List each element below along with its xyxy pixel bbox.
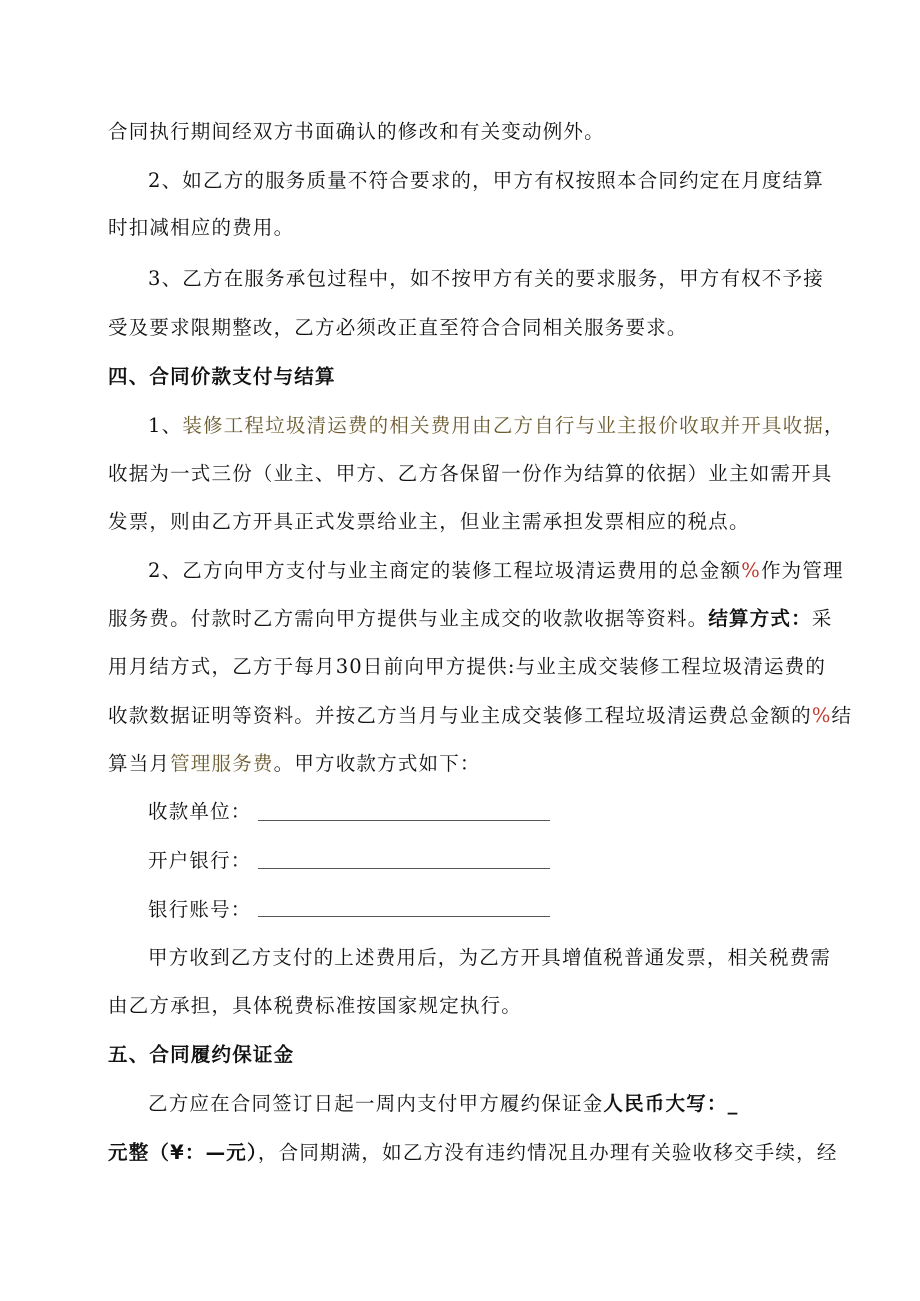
deposit-line-1: 乙方应在合同签订日起一周内支付甲方履约保证金人民币大写：_ (148, 1092, 739, 1115)
payment-clause-2-line-4: 收款数据证明等资料。并按乙方当月与业主成交装修工程垃圾清运费总金额的%结 (108, 704, 853, 727)
clause-3-line-1: 3、乙方在服务承包过程中，如不按甲方有关的要求服务，甲方有权不予接 (148, 267, 825, 290)
section-heading-4: 四、合同价款支付与结算 (108, 365, 336, 388)
invoice-line-1: 甲方收到乙方支付的上述费用后，为乙方开具增值税普通发票，相关税费需 (148, 946, 832, 969)
clause-3-line-2: 受及要求限期整改，乙方必须改正直至符合合同相关服务要求。 (108, 316, 688, 339)
account-label: 银行账号： (148, 898, 252, 921)
clause-2-line-2: 时扣减相应的费用。 (108, 216, 295, 239)
bank-blank-line (258, 868, 550, 869)
payment-clause-2-line-5: 算当月管理服务费。甲方收款方式如下： (108, 752, 481, 775)
payee-label: 收款单位： (148, 800, 252, 823)
paragraph-line: 合同执行期间经双方书面确认的修改和有关变动例外。 (108, 120, 605, 143)
payment-clause-1-line-1: 1、装修工程垃圾清运费的相关费用由乙方自行与业主报价收取并开具收据， (148, 414, 845, 437)
account-blank-line (258, 916, 550, 917)
payment-clause-1-line-2: 收据为一式三份（业主、甲方、乙方各保留一份作为结算的依据）业主如需开具 (108, 462, 833, 485)
invoice-line-2: 由乙方承担，具体税费标准按国家规定执行。 (108, 994, 523, 1017)
payment-clause-2-line-2: 服务费。付款时乙方需向甲方提供与业主成交的收款收据等资料。结算方式：采 (108, 607, 833, 630)
payee-blank-line (258, 820, 550, 821)
deposit-line-2: 元整（¥：—元），合同期满，如乙方没有违约情况且办理有关验收移交手续，经 (108, 1141, 838, 1164)
payment-clause-2-line-1: 2、乙方向甲方支付与业主商定的装修工程垃圾清运费用的总金额%作为管理 (148, 559, 844, 582)
payment-clause-2-line-3: 用月结方式，乙方于每月30日前向甲方提供:与业主成交装修工程垃圾清运费的 (108, 655, 827, 678)
clause-2-line-1: 2、如乙方的服务质量不符合要求的，甲方有权按照本合同约定在月度结算 (148, 169, 825, 192)
payment-clause-1-line-3: 发票，则由乙方开具正式发票给业主，但业主需承担发票相应的税点。 (108, 510, 750, 533)
bank-label: 开户银行： (148, 849, 252, 872)
section-heading-5: 五、合同履约保证金 (108, 1043, 295, 1066)
